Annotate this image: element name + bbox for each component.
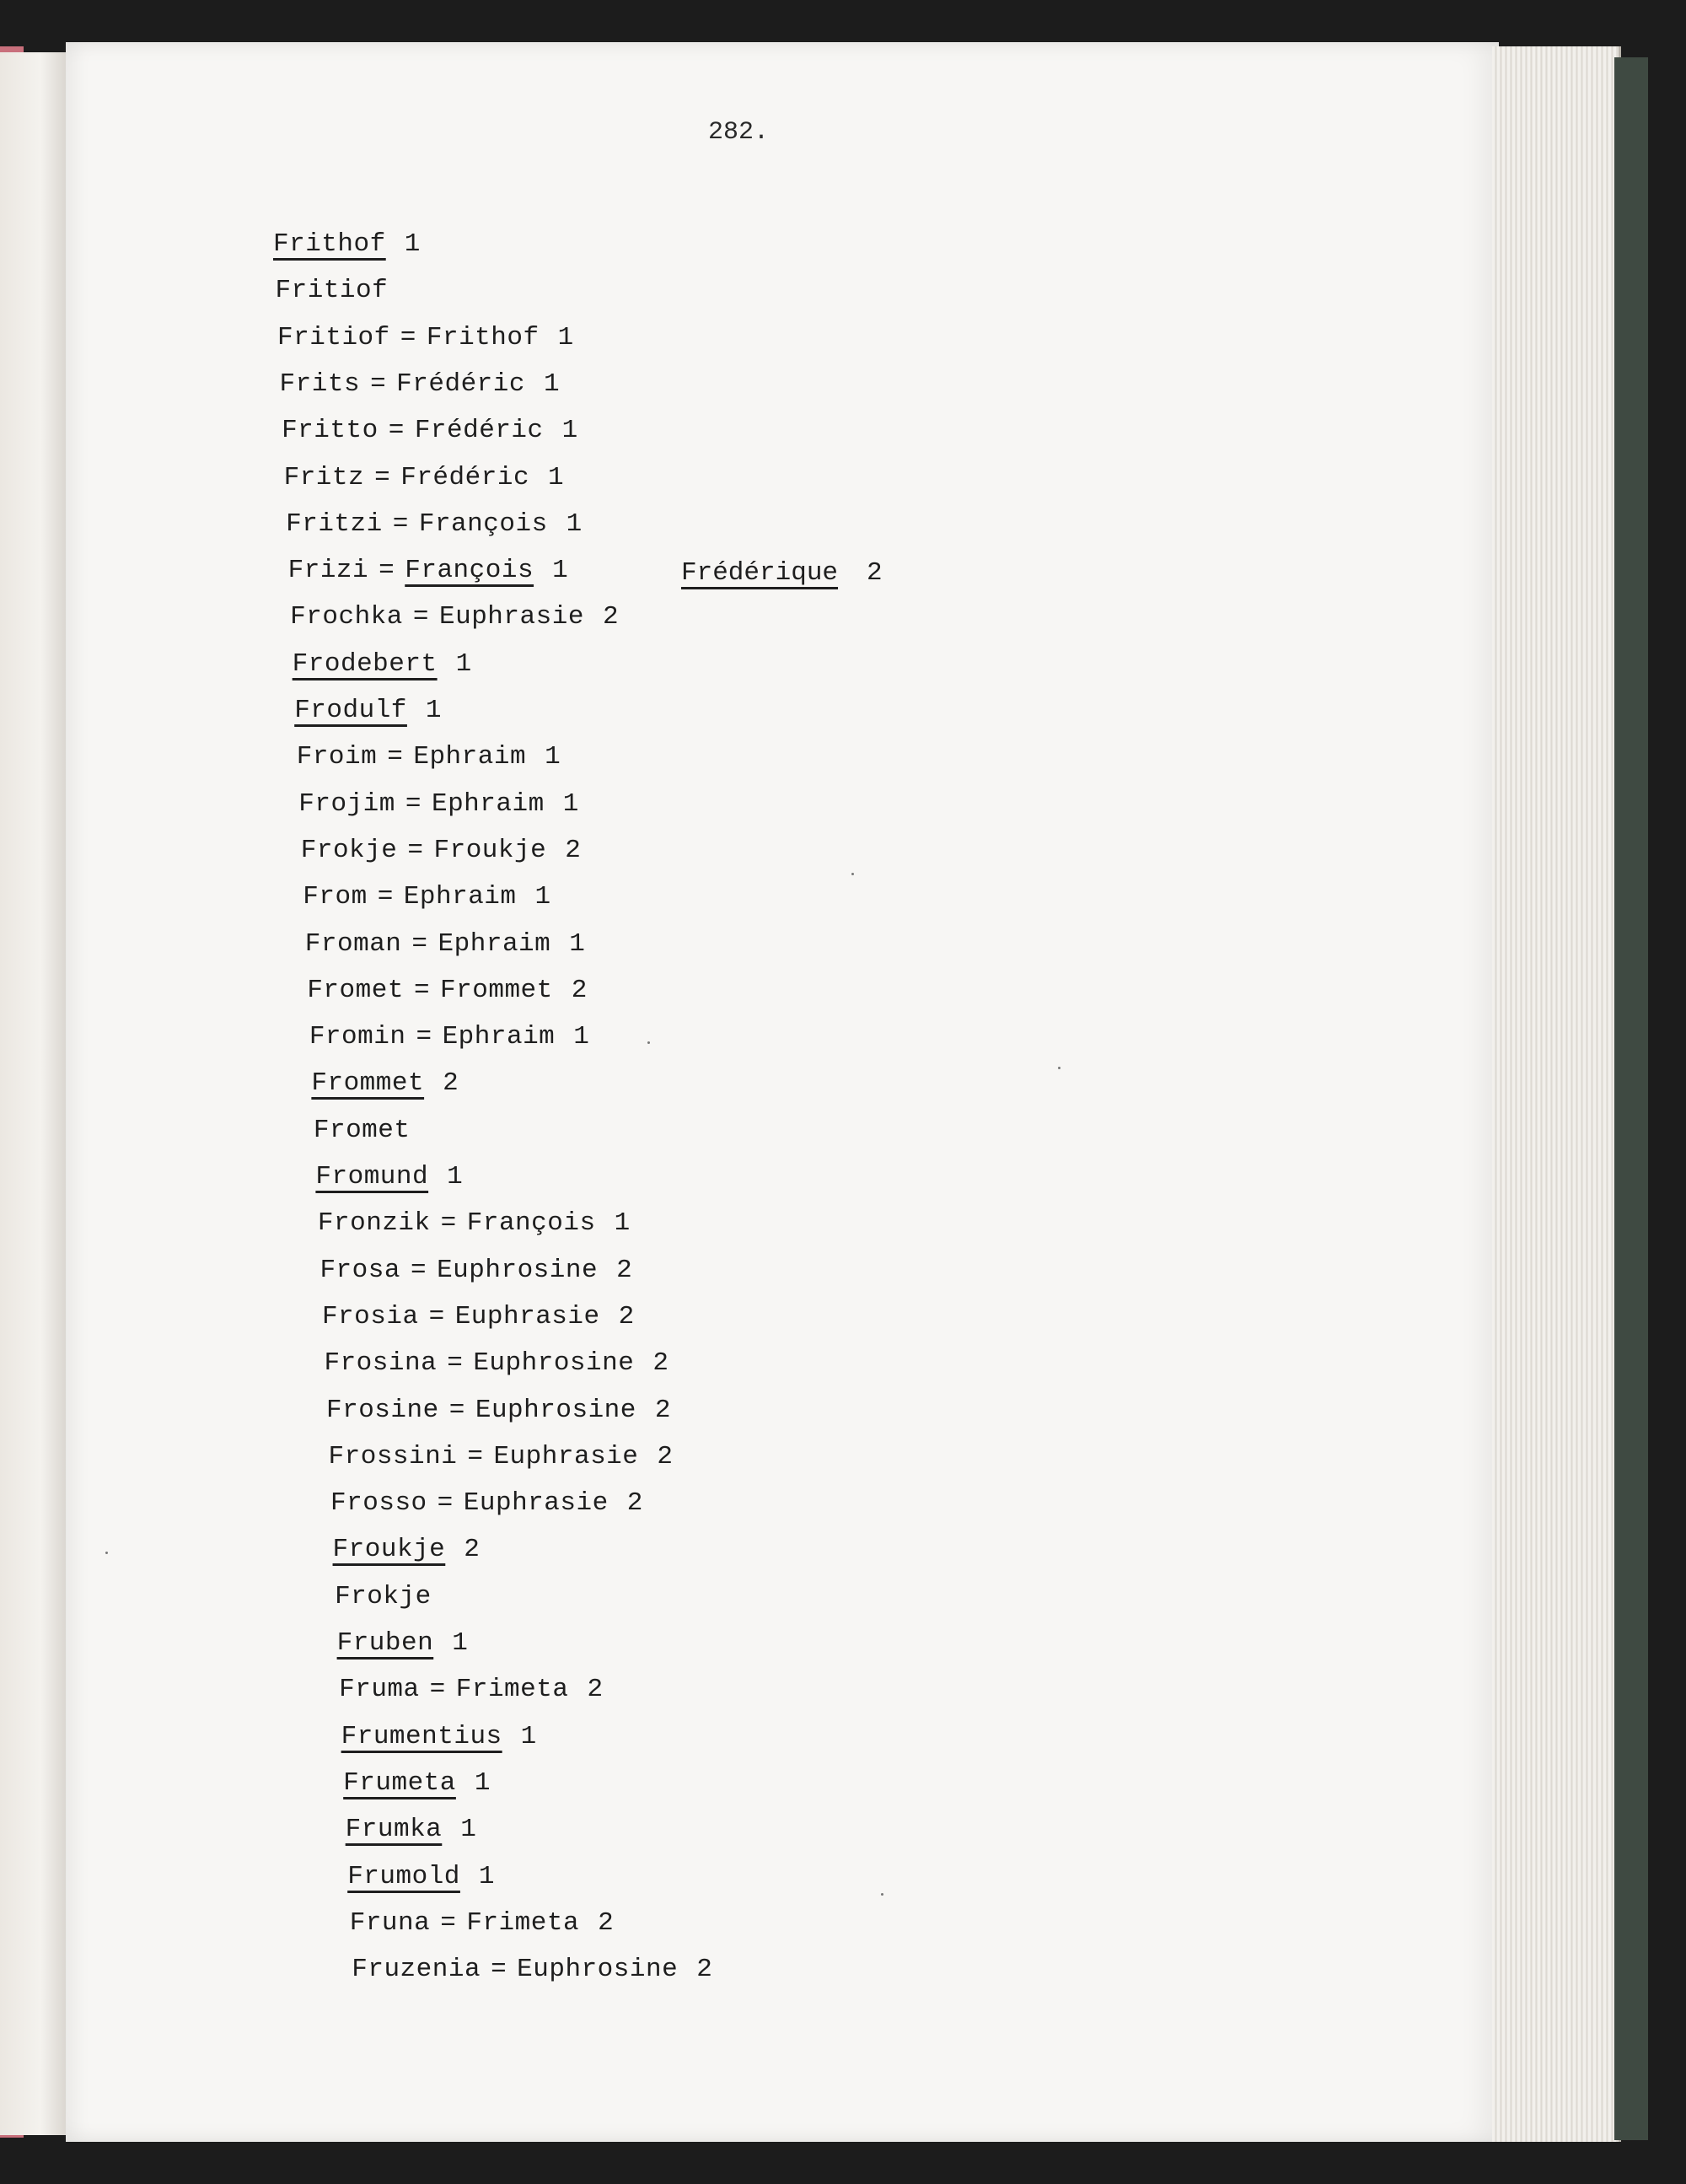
entry-headword: Frodebert <box>292 648 438 679</box>
entry-number: 1 <box>478 1861 496 1891</box>
entry-number: 2 <box>657 1441 674 1471</box>
entry-headword: Fromund <box>315 1162 429 1192</box>
entry-name: Froim <box>296 742 378 772</box>
index-entry <box>337 1628 469 1665</box>
entry-target: Euphrasie <box>493 1441 639 1471</box>
entry-target: Ephraim <box>431 788 545 819</box>
entry-number: 1 <box>520 1721 537 1751</box>
equals-sign: = <box>377 882 394 912</box>
entry-name: Frossini <box>328 1441 458 1471</box>
index-entry <box>301 836 582 873</box>
index-entry <box>347 1862 495 1899</box>
entry-number: 1 <box>544 368 561 399</box>
index-entry <box>311 1068 459 1105</box>
equals-sign: = <box>392 508 409 539</box>
entry-name: Fritzi <box>286 508 383 539</box>
entry-target: Euphrosine <box>473 1348 635 1379</box>
entry-target: Frommet <box>440 975 553 1005</box>
index-entry <box>284 463 565 500</box>
entry-name: Fritto <box>282 416 379 446</box>
index-entry <box>341 1722 537 1759</box>
equals-sign: = <box>387 742 404 772</box>
entry-name: Fromet <box>307 975 404 1005</box>
index-entry <box>297 742 561 779</box>
index-entry <box>273 229 421 266</box>
entry-target: Ephraim <box>438 928 551 959</box>
entry-name: Fruma <box>339 1675 420 1705</box>
entry-target: Euphrosine <box>517 1955 679 1985</box>
index-entry <box>286 509 583 546</box>
entry-headword: Frumka <box>345 1815 443 1845</box>
entry-target: Ephraim <box>403 882 517 912</box>
entry-target: Frithof <box>426 322 540 352</box>
entry-target: Frédéric <box>400 462 530 492</box>
entry-number: 1 <box>566 508 583 539</box>
entry-name: Fritz <box>283 462 365 492</box>
equals-sign: = <box>440 1208 457 1239</box>
index-entry <box>319 1256 632 1293</box>
entry-number: 1 <box>455 648 472 679</box>
entry-name: Fromet <box>313 1115 411 1145</box>
index-entry <box>330 1488 643 1525</box>
index-entry <box>294 696 442 733</box>
equals-sign: = <box>437 1488 454 1519</box>
entry-target: François <box>418 508 548 539</box>
entry-headword: Fruben <box>336 1628 434 1658</box>
index-entry <box>282 416 578 453</box>
equals-sign: = <box>379 556 395 586</box>
index-entry <box>352 1955 712 1992</box>
entry-target: Euphrosine <box>475 1395 636 1425</box>
entry-name: Frosia <box>321 1301 419 1331</box>
entry-headword: Frodulf <box>294 696 407 725</box>
index-entry <box>288 556 569 593</box>
index-entry <box>333 1535 481 1572</box>
entry-target: Ephraim <box>413 742 527 772</box>
entry-name: Fruna <box>349 1907 431 1938</box>
entry-number: 1 <box>557 322 574 352</box>
entry-name: From <box>303 882 368 912</box>
paper-speck <box>851 873 854 875</box>
entry-name: Fruzenia <box>352 1955 481 1985</box>
entry-number: 2 <box>616 1255 633 1285</box>
equals-sign: = <box>448 1395 465 1425</box>
index-entry <box>277 323 574 360</box>
entry-headword: Frumeta <box>343 1767 456 1798</box>
index-entry <box>305 929 586 966</box>
left-page-margin <box>0 52 69 2135</box>
equals-sign: = <box>491 1955 507 1985</box>
entry-name: Frosa <box>319 1255 400 1285</box>
entry-target: Frédéric <box>396 368 525 399</box>
entry-number: 2 <box>618 1301 635 1331</box>
index-entry <box>307 976 588 1013</box>
entry-name: Fronzik <box>317 1208 431 1239</box>
equals-sign: = <box>370 368 387 399</box>
extra-entry <box>681 558 883 588</box>
entry-target: Frimeta <box>455 1675 569 1705</box>
entry-number: 1 <box>548 462 565 492</box>
entry-target: Frédéric <box>414 416 544 446</box>
entry-number: 1 <box>474 1767 491 1798</box>
entry-number: 1 <box>561 416 578 446</box>
entry-headword: Frithof <box>273 229 386 259</box>
book-cover-edge <box>1614 57 1648 2140</box>
entry-number: 1 <box>447 1162 464 1192</box>
entry-headword: Frumentius <box>341 1721 502 1751</box>
entry-number: 2 <box>652 1348 669 1379</box>
entry-headword: Frumold <box>347 1861 460 1891</box>
index-entry <box>293 649 472 686</box>
entry-number: 2 <box>654 1395 671 1425</box>
index-entry <box>329 1442 674 1479</box>
entry-number: 2 <box>443 1068 459 1099</box>
index-entry <box>335 1582 432 1619</box>
extra-entry-number: 2 <box>867 558 883 588</box>
extra-entry-name: Frédérique <box>681 558 839 588</box>
entry-target: Euphrasie <box>439 602 584 632</box>
entry-target: Euphrasie <box>454 1301 600 1331</box>
index-entry <box>280 369 561 406</box>
paper-speck <box>881 1893 883 1896</box>
entry-number: 1 <box>534 882 551 912</box>
entry-number: 1 <box>452 1628 469 1658</box>
equals-sign: = <box>400 322 416 352</box>
index-entry <box>346 1815 477 1852</box>
index-entry <box>303 882 550 919</box>
entry-name: Fromin <box>309 1022 406 1052</box>
index-entry <box>322 1302 635 1339</box>
entry-number: 1 <box>552 556 569 586</box>
entry-number: 1 <box>425 696 443 725</box>
entry-target: Ephraim <box>442 1022 556 1052</box>
entry-number: 1 <box>545 742 561 772</box>
index-entry <box>309 1022 590 1059</box>
equals-sign: = <box>429 1675 446 1705</box>
entry-name: Frosina <box>324 1348 438 1379</box>
entry-headword: Froukje <box>332 1535 446 1565</box>
entry-number: 2 <box>587 1675 604 1705</box>
index-entry <box>318 1208 631 1245</box>
equals-sign: = <box>413 975 431 1005</box>
entry-number: 1 <box>562 788 579 819</box>
entry-number: 2 <box>696 1955 713 1985</box>
entry-number: 2 <box>626 1488 643 1519</box>
entry-target: Frimeta <box>466 1907 580 1938</box>
index-entry <box>350 1908 614 1945</box>
index-entry <box>298 789 579 826</box>
entry-number: 2 <box>565 835 582 865</box>
paper-speck <box>1058 1067 1060 1069</box>
entry-target: Euphrosine <box>437 1255 599 1285</box>
paper-speck <box>647 1041 650 1044</box>
equals-sign: = <box>428 1301 445 1331</box>
entry-number: 1 <box>569 928 586 959</box>
entry-name: Frojim <box>298 788 395 819</box>
equals-sign: = <box>407 835 424 865</box>
index-entry <box>315 1162 463 1199</box>
index-entry <box>290 602 619 639</box>
entry-target: Euphrasie <box>463 1488 609 1519</box>
equals-sign: = <box>416 1022 432 1052</box>
entry-name: Frits <box>279 368 361 399</box>
entry-headword: Frommet <box>311 1068 425 1099</box>
index-entry <box>314 1116 411 1153</box>
entry-name: Frizi <box>287 556 369 586</box>
entry-name: Frosine <box>326 1395 439 1425</box>
equals-sign: = <box>447 1348 464 1379</box>
entry-target: François <box>405 556 534 586</box>
equals-sign: = <box>410 1255 427 1285</box>
entry-number: 1 <box>614 1208 631 1239</box>
equals-sign: = <box>374 462 391 492</box>
equals-sign: = <box>388 416 405 446</box>
equals-sign: = <box>405 788 422 819</box>
index-entry <box>339 1675 603 1712</box>
entry-target: François <box>466 1208 596 1239</box>
paper-speck <box>105 1552 108 1554</box>
page-edges <box>1492 46 1621 2142</box>
entry-number: 1 <box>460 1815 477 1845</box>
index-entry <box>343 1768 491 1805</box>
equals-sign: = <box>440 1907 457 1938</box>
equals-sign: = <box>412 602 429 632</box>
entry-number: 1 <box>573 1022 590 1052</box>
entry-number: 2 <box>598 1907 615 1938</box>
entry-number: 2 <box>571 975 588 1005</box>
entry-name: Fritiof <box>277 322 390 352</box>
entry-number: 1 <box>404 229 421 259</box>
equals-sign: = <box>411 928 428 959</box>
entry-number: 2 <box>464 1535 481 1565</box>
entry-name: Frokje <box>335 1581 432 1611</box>
entry-name: Fritiof <box>275 276 389 306</box>
equals-sign: = <box>467 1441 484 1471</box>
index-entry <box>324 1348 668 1385</box>
page-number: 282. <box>708 118 770 147</box>
entry-name: Frosso <box>330 1488 427 1519</box>
entry-name: Frochka <box>290 602 403 632</box>
entry-target: Froukje <box>433 835 547 865</box>
entry-name: Froman <box>304 928 402 959</box>
entry-number: 2 <box>602 602 620 632</box>
index-entry <box>276 276 389 313</box>
entry-name: Frokje <box>300 835 398 865</box>
index-entry <box>326 1396 671 1433</box>
